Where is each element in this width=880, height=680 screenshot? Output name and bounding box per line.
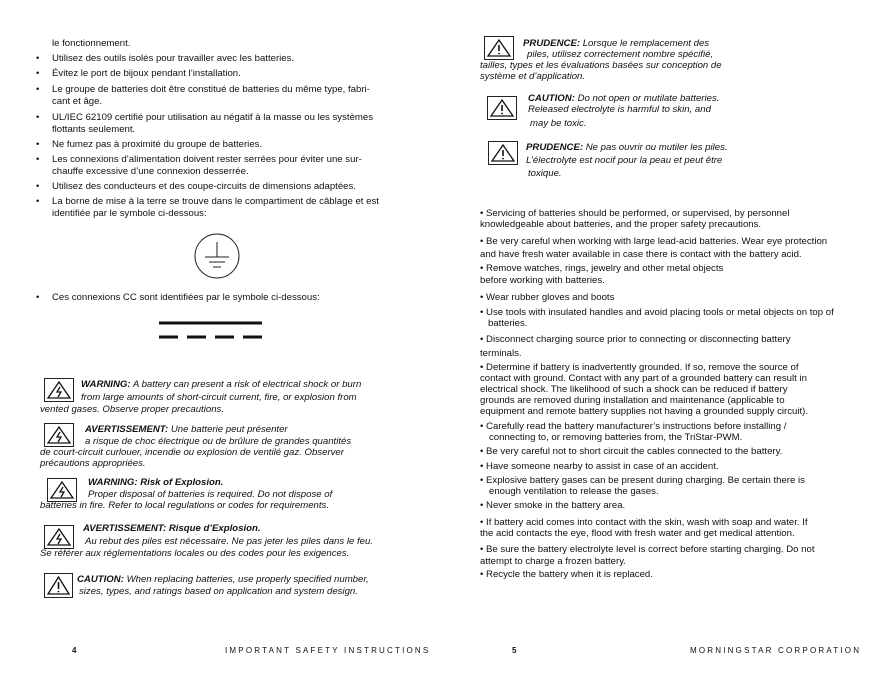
safety-item: • Wear rubber gloves and boots bbox=[480, 292, 615, 303]
dc-symbol-icon bbox=[158, 320, 264, 342]
page-number: 5 bbox=[512, 646, 517, 655]
caution-icon bbox=[487, 96, 517, 120]
safety-item: and have fresh water available in case there is contact with the battery acid. bbox=[480, 249, 802, 260]
warning-line: from large amounts of short-circuit current, fire, or explosion from bbox=[81, 392, 357, 403]
caution-line: système et d’application. bbox=[480, 71, 586, 82]
caution-line: piles, utilisez correctement nombre spécifié, bbox=[527, 49, 714, 60]
caution-icon bbox=[484, 36, 514, 60]
safety-item: • Be very careful not to short circuit the cables connected to the battery. bbox=[480, 446, 783, 457]
safety-item: equipment and remote battery supplies not having a grounded supply circuit). bbox=[480, 406, 808, 417]
page-number: 4 bbox=[72, 646, 77, 655]
safety-item: • Use tools with insulated handles and avoid placing tools or metal objects on top of bbox=[480, 307, 834, 318]
caution-text bbox=[523, 38, 709, 50]
safety-item: electrical shock. The likelihood of such a shock can be reduced if battery bbox=[480, 384, 788, 395]
caution-line: Lorsque le remplacement des bbox=[582, 38, 710, 49]
caution-line: Do not open or mutilate batteries. bbox=[577, 93, 720, 104]
warning-line: Proper disposal of batteries is required. Do not dispose of bbox=[88, 489, 333, 500]
bullet-mark: • bbox=[36, 196, 40, 207]
bullet-text: cant et âge. bbox=[52, 96, 103, 107]
caution-label: PRUDENCE: bbox=[526, 142, 584, 153]
safety-item: • Recycle the battery when it is replaced. bbox=[480, 569, 653, 580]
safety-item: connecting to, or removing batteries from, the TriStar-PWM. bbox=[489, 432, 743, 443]
bullet-mark: • bbox=[36, 139, 40, 150]
bullet-text: Ces connexions CC sont identifiées par le symbole ci-dessous: bbox=[52, 292, 320, 303]
safety-item: before working with batteries. bbox=[480, 275, 605, 286]
bullet-mark: • bbox=[36, 292, 40, 303]
bullet-text: Utilisez des outils isolés pour travailler avec les batteries. bbox=[52, 53, 295, 64]
warning-label: AVERTISSEMENT: bbox=[85, 424, 169, 435]
caution-line: may be toxic. bbox=[530, 118, 587, 129]
warning-label: AVERTISSEMENT: Risque d’Explosion. bbox=[83, 523, 261, 534]
bullet-text: Les connexions d’alimentation doivent rester serrées pour éviter une sur- bbox=[52, 154, 362, 165]
safety-item: the acid contacts the eye, flood with fresh water and get medical attention. bbox=[480, 528, 795, 539]
safety-item: • Have someone nearby to assist in case of an accident. bbox=[480, 461, 719, 472]
caution-line: Ne pas ouvrir ou mutiler les piles. bbox=[585, 142, 728, 153]
safety-item: attempt to charge a frozen battery. bbox=[480, 556, 626, 567]
safety-item: • Servicing of batteries should be performed, or supervised, by personnel bbox=[480, 208, 790, 219]
caution-line: Released electrolyte is harmful to skin, and bbox=[528, 104, 711, 115]
caution-label: CAUTION: bbox=[528, 93, 575, 104]
safety-item: • Never smoke in the battery area. bbox=[480, 500, 626, 511]
caution-icon bbox=[44, 573, 73, 598]
warning-line: A battery can present a risk of electrical shock or burn bbox=[132, 379, 362, 390]
warning-line: batteries in fire. Refer to local regulations or codes for requirements. bbox=[40, 500, 330, 511]
safety-item: batteries. bbox=[488, 318, 528, 329]
safety-item: contact with ground. Contact with any part of a grounded battery can result in bbox=[480, 373, 807, 384]
electric-shock-warning-icon bbox=[44, 378, 74, 402]
bullet-mark: • bbox=[36, 84, 40, 95]
warning-line: de court-circuit curlouer, incendie ou explosion de ventilé gaz. Observer bbox=[40, 447, 344, 458]
warning-line: Une batterie peut présenter bbox=[170, 424, 288, 435]
bullet-text: UL/IEC 62109 certifié pour utilisation au négatif à la masse ou les systèmes bbox=[52, 112, 374, 123]
bullet-text: identifiée par le symbole ci-dessous: bbox=[52, 208, 207, 219]
bullet-text: Ne fumez pas à proximité du groupe de batteries. bbox=[52, 139, 263, 150]
ground-symbol-icon bbox=[193, 232, 241, 280]
safety-item: • Carefully read the battery manufacturer’s instructions before installing / bbox=[480, 421, 787, 432]
warning-line: Au rebut des piles est nécessaire. Ne pas jeter les piles dans le feu. bbox=[85, 536, 373, 547]
bullet-text: Le groupe de batteries doit être constitué de batteries du même type, fabri- bbox=[52, 84, 370, 95]
safety-item: • Remove watches, rings, jewelry and other metal objects bbox=[480, 263, 724, 274]
safety-item: grounds are removed during installation and maintenance (applicable to bbox=[480, 395, 785, 406]
bullet-mark: • bbox=[36, 68, 40, 79]
warning-text bbox=[85, 424, 288, 436]
warning-text bbox=[81, 379, 361, 391]
warning-line: Se référer aux réglementations locales ou des codes pour les exigences. bbox=[40, 548, 350, 559]
bullet-text: chauffe excessive d’une connexion desserrée. bbox=[52, 166, 249, 177]
bullet-text: La borne de mise à la terre se trouve dans le compartiment de câblage et est bbox=[52, 196, 379, 207]
page-footer: MORNINGSTAR CORPORATION bbox=[690, 646, 862, 655]
caution-label: CAUTION: bbox=[77, 574, 124, 585]
warning-line: a risque de choc électrique ou de brûlure de grandes quantités bbox=[85, 436, 352, 447]
caution-text bbox=[77, 574, 369, 586]
caution-line: sizes, types, and ratings based on application and system design. bbox=[79, 586, 358, 597]
caution-line: L’électrolyte est nocif pour la peau et peut être bbox=[526, 155, 723, 166]
bullet-mark: • bbox=[36, 53, 40, 64]
page-footer: IMPORTANT SAFETY INSTRUCTIONS bbox=[225, 646, 431, 655]
caution-line: tailles, types et les évaluations basées sur conception de bbox=[480, 60, 722, 71]
safety-item: • Be very careful when working with large lead-acid batteries. Wear eye protection bbox=[480, 236, 828, 247]
safety-item: • Disconnect charging source prior to connecting or disconnecting battery bbox=[480, 334, 791, 345]
bullet-text: Utilisez des conducteurs et des coupe-circuits de dimensions adaptées. bbox=[52, 181, 356, 192]
warning-line: vented gases. Observe proper precautions. bbox=[40, 404, 224, 415]
warning-label: WARNING: bbox=[81, 379, 131, 390]
caution-line: toxique. bbox=[528, 168, 562, 179]
bullet-mark: • bbox=[36, 181, 40, 192]
electric-shock-warning-icon bbox=[47, 478, 77, 502]
caution-text bbox=[528, 93, 719, 105]
caution-line: When replacing batteries, use properly specified number, bbox=[126, 574, 369, 585]
safety-item: enough ventilation to release the gases. bbox=[489, 486, 659, 497]
safety-item: • If battery acid comes into contact with the skin, wash with soap and water. If bbox=[480, 517, 808, 528]
bullet-text: Évitez le port de bijoux pendant l’installation. bbox=[52, 68, 241, 79]
bullet-mark: • bbox=[36, 112, 40, 123]
safety-item: • Determine if battery is inadvertently grounded. If so, remove the source of bbox=[480, 362, 799, 373]
safety-item: knowledgeable about batteries, and the proper safety precautions. bbox=[480, 219, 762, 230]
caution-icon bbox=[488, 141, 518, 165]
safety-item: • Explosive battery gases can be present during charging. Be certain there is bbox=[480, 475, 805, 486]
caution-text bbox=[526, 142, 728, 154]
warning-label: WARNING: Risk of Explosion. bbox=[88, 477, 224, 488]
electric-shock-warning-icon bbox=[44, 423, 74, 447]
bullet-mark: • bbox=[36, 154, 40, 165]
caution-label: PRUDENCE: bbox=[523, 38, 581, 49]
right-page bbox=[440, 0, 880, 680]
safety-item: • Be sure the battery electrolyte level is correct before starting charging. Do not bbox=[480, 544, 815, 555]
electric-shock-warning-icon bbox=[44, 525, 74, 549]
intro-text: le fonctionnement. bbox=[52, 38, 131, 49]
warning-line: précautions appropriées. bbox=[40, 458, 146, 469]
safety-item: terminals. bbox=[480, 348, 522, 359]
bullet-text: flottants seulement. bbox=[52, 124, 136, 135]
